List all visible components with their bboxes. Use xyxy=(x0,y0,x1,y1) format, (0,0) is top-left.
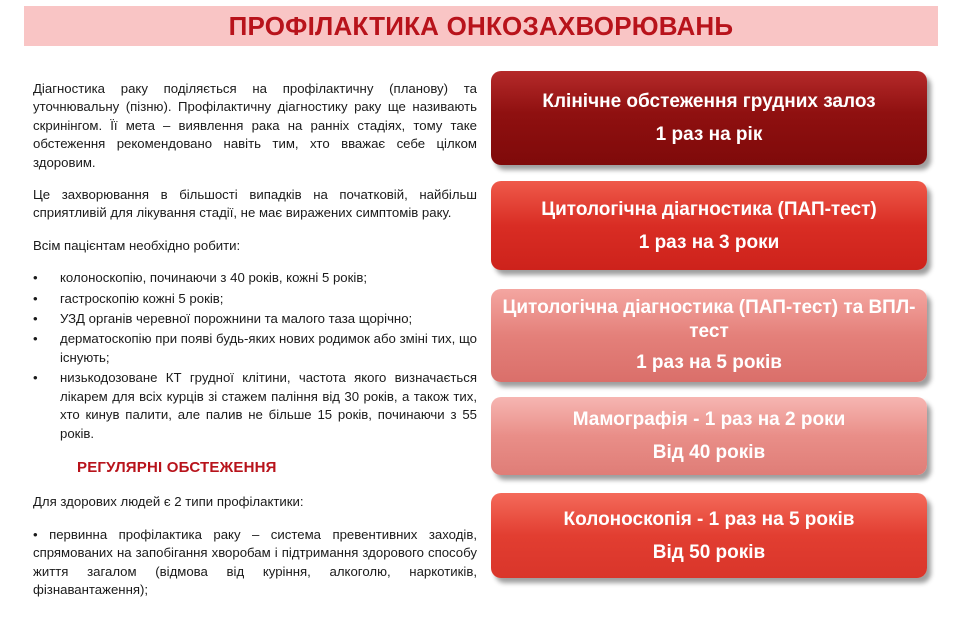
list-item xyxy=(33,290,477,308)
card-title: Цитологічна діагностика (ПАП-тест) та ВПЛ-тест xyxy=(502,297,916,342)
patients-lead-paragraph: Всім пацієнтам необхідно робити: xyxy=(33,237,241,253)
list-item-text: УЗД органів черевної порожнини та малого таза щорічно; xyxy=(60,311,413,327)
card-title: Мамографія - 1 раз на 2 роки xyxy=(572,409,846,430)
card-frequency: Від 40 років xyxy=(652,442,766,463)
title-banner xyxy=(24,6,938,46)
section-bullet: • первинна профілактика раку – система превентивних заходів, спрямованих на запобігання хворобам і підтримання здорового способу життя загалом (відмова від куріння, алкоголю, наркотиків, фізнавантаження); xyxy=(33,526,477,597)
list-item-text: гастроскопію кожні 5 років; xyxy=(60,290,224,306)
card-frequency: 1 раз на рік xyxy=(655,124,763,145)
exam-card-pap-hpv xyxy=(491,289,927,382)
screening-list xyxy=(33,269,477,443)
exam-card-colonoscopy xyxy=(491,493,927,578)
page-title: ПРОФІЛАКТИКА ОНКОЗАХВОРЮВАНЬ xyxy=(228,10,734,41)
card-title: Колоноскопія - 1 раз на 5 років xyxy=(563,508,855,530)
bullet-icon: • xyxy=(33,270,38,286)
bullet-icon: • xyxy=(33,370,38,386)
section-heading: РЕГУЛЯРНІ ОБСТЕЖЕННЯ xyxy=(77,458,277,476)
card-frequency: Від 50 років xyxy=(652,541,766,563)
list-item-text: низькодозоване КТ грудної клітини, частота якого визначається лікарем для всіх курців зі стажем паління від 30 років, а також тих, хто кинув палити, але палив не більше 15 років, починаючи з 55 років. xyxy=(60,370,477,441)
card-title: Цитологічна діагностика (ПАП-тест) xyxy=(541,198,877,220)
list-item xyxy=(33,330,477,367)
bullet-icon: • xyxy=(33,311,38,327)
section-intro: Для здорових людей є 2 типи профілактики: xyxy=(33,494,304,510)
card-frequency: 1 раз на 3 роки xyxy=(638,231,780,253)
bullet-icon: • xyxy=(33,331,38,347)
intro-paragraph: Діагностика раку поділяється на профілактичну (планову) та уточнювальну (пізню). Профілактичну діагностику раку ще називають скринінгом. Її мета – виявлення рака на ранніх стадіях, тому таке обстеження рекомендовано навіть тим, хто вважає себе цілком здоровим. xyxy=(33,81,477,170)
list-item xyxy=(33,269,477,287)
exam-card-pap xyxy=(491,181,927,270)
exam-card-breast xyxy=(491,71,927,165)
list-item xyxy=(33,310,477,328)
card-frequency: 1 раз на 5 років xyxy=(636,352,782,373)
exam-card-mammography xyxy=(491,397,927,475)
list-item xyxy=(33,369,477,443)
card-title: Клінічне обстеження грудних залоз xyxy=(542,91,876,112)
symptoms-paragraph: Це захворювання в більшості випадків на початковій, найбільш сприятливій для лікування стадії, не має виражених симптомів раку. xyxy=(33,187,477,221)
list-item-text: дерматоскопію при появі будь-яких нових родимок або зміні тих, що існують; xyxy=(60,331,477,365)
left-text-column xyxy=(33,80,477,613)
bullet-icon: • xyxy=(33,290,38,306)
list-item-text: колоноскопію, починаючи з 40 років, кожні 5 років; xyxy=(60,270,368,286)
